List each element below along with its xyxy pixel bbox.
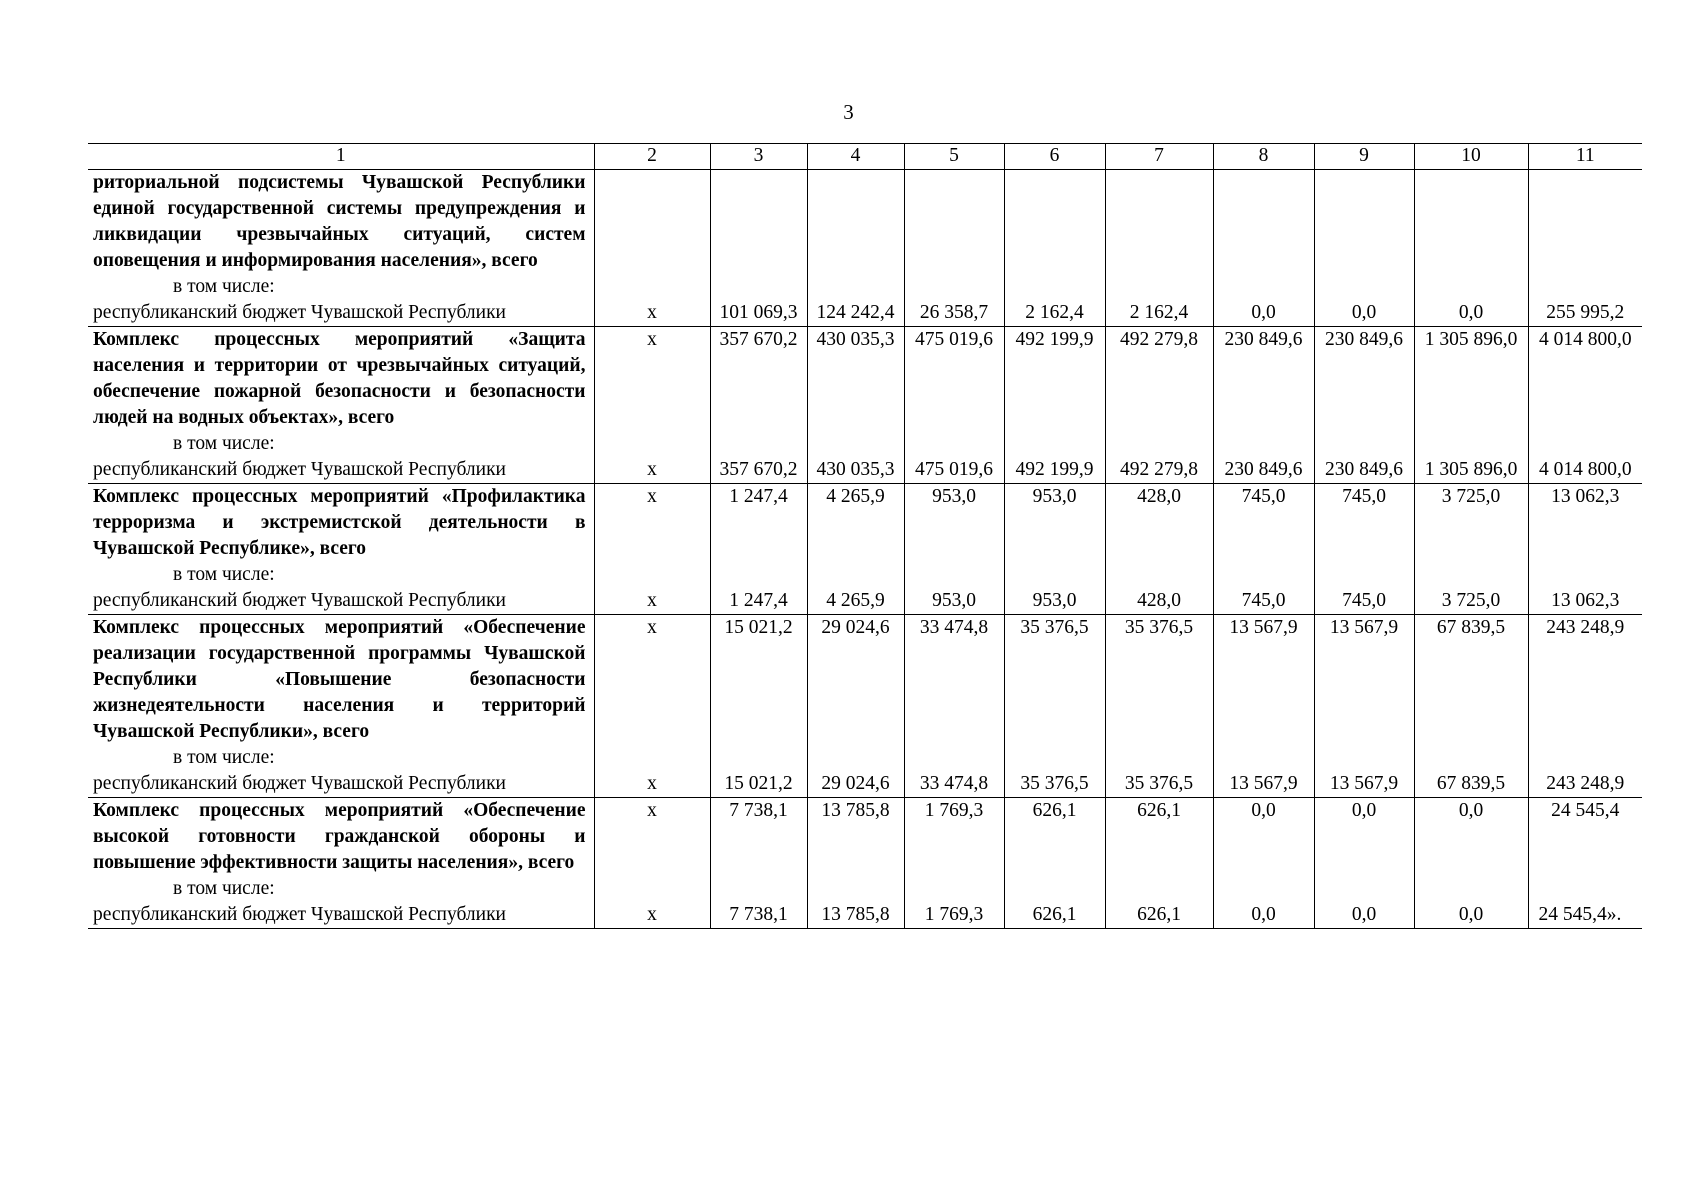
column-header: 6 [1004,144,1105,170]
value-cell: 255 995,2 [1528,300,1642,327]
value-cell: 745,0 [1314,484,1414,589]
program-title: Комплекс процессных мероприятий «Профилактика терроризма и экстремистской деятельности в Чувашской Республике», всего [93,486,586,559]
value-cell: 953,0 [1004,588,1105,615]
value-cell [710,170,807,301]
value-cell [1528,170,1642,301]
value-cell [1314,170,1414,301]
value-cell: 2 162,4 [1004,300,1105,327]
column-header: 11 [1528,144,1642,170]
budget-label: республиканский бюджет Чувашской Республики [88,771,594,798]
column-header: 5 [904,144,1004,170]
budget-row [88,457,1642,484]
value-cell: 745,0 [1213,588,1314,615]
cell-col2: x [594,484,710,589]
column-header: 3 [710,144,807,170]
program-row [88,484,1642,589]
budget-label: республиканский бюджет Чувашской Республики [88,457,594,484]
value-cell: 4 014 800,0 [1528,327,1642,458]
value-cell: 430 035,3 [807,457,904,484]
value-cell [904,170,1004,301]
cell-col2: x [594,327,710,458]
value-cell: 230 849,6 [1314,327,1414,458]
program-description [88,798,594,903]
column-header: 9 [1314,144,1414,170]
value-cell: 1 305 896,0 [1414,327,1528,458]
value-cell: 230 849,6 [1213,457,1314,484]
program-row [88,798,1642,903]
value-cell: 626,1 [1105,902,1213,929]
including-label: в том числе: [173,564,275,585]
budget-table [88,143,1642,929]
cell-col2: x [594,798,710,903]
value-cell: 0,0 [1213,300,1314,327]
value-cell: 13 062,3 [1528,588,1642,615]
value-cell: 35 376,5 [1004,615,1105,772]
value-cell: 29 024,6 [807,771,904,798]
value-cell: 124 242,4 [807,300,904,327]
value-cell: 357 670,2 [710,327,807,458]
value-cell: 13 567,9 [1213,771,1314,798]
cell-col2: x [594,588,710,615]
cell-col2: x [594,771,710,798]
value-cell: 7 738,1 [710,798,807,903]
value-cell: 1 769,3 [904,798,1004,903]
value-cell: 492 199,9 [1004,327,1105,458]
including-label: в том числе: [173,747,275,768]
including-label: в том числе: [173,878,275,899]
column-header: 1 [88,144,594,170]
value-cell: 430 035,3 [807,327,904,458]
value-cell: 3 725,0 [1414,484,1528,589]
value-cell: 0,0 [1314,798,1414,903]
column-header: 10 [1414,144,1528,170]
cell-col2: x [594,902,710,929]
program-description [88,484,594,589]
value-cell [1213,170,1314,301]
budget-label: республиканский бюджет Чувашской Республики [88,588,594,615]
value-cell [1414,170,1528,301]
value-cell: 626,1 [1004,902,1105,929]
value-cell: 67 839,5 [1414,615,1528,772]
page-number: 3 [843,100,854,124]
column-header: 8 [1213,144,1314,170]
cell-col2: x [594,300,710,327]
value-cell: 626,1 [1105,798,1213,903]
including-label: в том числе: [173,433,275,454]
value-cell: 357 670,2 [710,457,807,484]
value-cell: 4 014 800,0 [1528,457,1642,484]
cell-col2: x [594,457,710,484]
program-row [88,170,1642,301]
value-cell: 1 305 896,0 [1414,457,1528,484]
value-cell: 492 279,8 [1105,457,1213,484]
value-cell: 33 474,8 [904,771,1004,798]
value-cell: 67 839,5 [1414,771,1528,798]
value-cell: 492 279,8 [1105,327,1213,458]
value-cell: 0,0 [1213,798,1314,903]
value-cell: 13 567,9 [1314,615,1414,772]
value-cell: 1 247,4 [710,484,807,589]
value-cell: 35 376,5 [1105,771,1213,798]
value-cell: 29 024,6 [807,615,904,772]
value-cell: 15 021,2 [710,615,807,772]
value-cell: 13 785,8 [807,798,904,903]
value-cell: 24 545,4 [1528,798,1642,903]
value-cell: 33 474,8 [904,615,1004,772]
value-cell: 13 785,8 [807,902,904,929]
value-cell: 26 358,7 [904,300,1004,327]
program-row [88,615,1642,772]
value-cell: 3 725,0 [1414,588,1528,615]
value-cell: 953,0 [1004,484,1105,589]
value-cell: 243 248,9 [1528,771,1642,798]
budget-row [88,771,1642,798]
program-description [88,615,594,772]
column-number-row [88,144,1642,170]
value-cell [1105,170,1213,301]
value-cell [807,170,904,301]
including-label: в том числе: [173,276,275,297]
value-cell: 230 849,6 [1314,457,1414,484]
value-cell: 2 162,4 [1105,300,1213,327]
value-cell: 953,0 [904,484,1004,589]
budget-row [88,902,1642,929]
value-cell: 428,0 [1105,484,1213,589]
program-description [88,170,594,301]
program-row [88,327,1642,458]
value-cell: 0,0 [1414,300,1528,327]
value-cell: 475 019,6 [904,457,1004,484]
value-cell: 15 021,2 [710,771,807,798]
value-cell: 745,0 [1314,588,1414,615]
value-cell: 35 376,5 [1004,771,1105,798]
value-cell: 7 738,1 [710,902,807,929]
value-cell: 13 062,3 [1528,484,1642,589]
value-cell: 745,0 [1213,484,1314,589]
value-cell: 243 248,9 [1528,615,1642,772]
cell-col2: x [594,615,710,772]
program-title: Комплекс процессных мероприятий «Защита населения и территории от чрезвычайных ситуаций, обеспечение пожарной безопасности и безопасности людей на водных объектах», всего [93,329,586,428]
budget-label: республиканский бюджет Чувашской Республики [88,902,594,929]
value-cell: 1 769,3 [904,902,1004,929]
value-cell: 953,0 [904,588,1004,615]
budget-label: республиканский бюджет Чувашской Республики [88,300,594,327]
column-header: 4 [807,144,904,170]
column-header: 2 [594,144,710,170]
value-cell: 0,0 [1414,902,1528,929]
value-cell: 492 199,9 [1004,457,1105,484]
value-cell [1004,170,1105,301]
value-cell: 24 545,4». [1528,902,1642,929]
value-cell: 230 849,6 [1213,327,1314,458]
program-title: риториальной подсистемы Чувашской Республики единой государственной системы предупреждения и ликвидации чрезвычайных ситуаций, систем оповещения и информирования населения», всего [93,172,586,271]
value-cell: 4 265,9 [807,484,904,589]
value-cell: 0,0 [1314,300,1414,327]
value-cell: 0,0 [1414,798,1528,903]
value-cell: 428,0 [1105,588,1213,615]
value-cell: 13 567,9 [1213,615,1314,772]
value-cell: 0,0 [1213,902,1314,929]
value-cell: 626,1 [1004,798,1105,903]
program-description [88,327,594,458]
cell-col2 [594,170,710,301]
value-cell: 13 567,9 [1314,771,1414,798]
program-title: Комплекс процессных мероприятий «Обеспечение реализации государственной программы Чувашской Республики «Повышение безопасности жизнедеятельности населения и территорий Чувашской Республики», всего [93,617,586,742]
budget-row [88,588,1642,615]
value-cell: 1 247,4 [710,588,807,615]
value-cell: 35 376,5 [1105,615,1213,772]
budget-row [88,300,1642,327]
value-cell: 0,0 [1314,902,1414,929]
program-title: Комплекс процессных мероприятий «Обеспечение высокой готовности гражданской обороны и повышение эффективности защиты населения», всего [93,800,586,873]
value-cell: 101 069,3 [710,300,807,327]
value-cell: 4 265,9 [807,588,904,615]
column-header: 7 [1105,144,1213,170]
value-cell: 475 019,6 [904,327,1004,458]
